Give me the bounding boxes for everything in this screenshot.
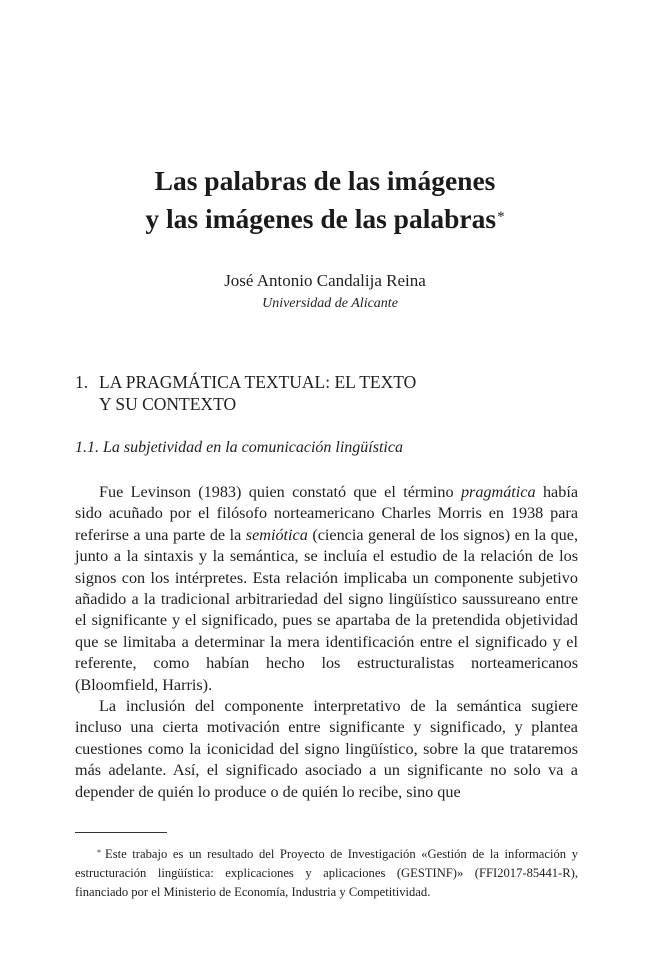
- title-line-1: Las palabras de las imágenes: [154, 165, 496, 196]
- footnote-separator: [75, 832, 167, 833]
- footnote-marker: *: [97, 848, 101, 857]
- paragraph-1-part-a: Fue Levinson (1983) quien constató que el término: [99, 483, 461, 501]
- author-affiliation: Universidad de Alicante: [262, 296, 398, 311]
- paragraph-1: [75, 482, 578, 696]
- section-heading: [75, 371, 575, 415]
- title-line-2-text: y las imágenes de las palabras: [145, 203, 497, 234]
- footnote-text: Este trabajo es un resultado del Proyecto de Investigación «Gestión de la información y estructuración lingüística: explicaciones y aplicaciones (GESTINF)» (FFI2017-85441-R), financiado por el Ministerio de Economía, Industria y Competitividad.: [75, 847, 578, 899]
- chapter-title: [0, 162, 650, 238]
- title-footnote-marker[interactable]: *: [497, 209, 505, 225]
- title-line-2: [0, 200, 650, 238]
- body-text: [75, 482, 578, 803]
- term-semiotica: semiótica: [245, 525, 308, 544]
- section-title-line-1: LA PRAGMÁTICA TEXTUAL: EL TEXTO: [99, 372, 417, 392]
- footnote-paragraph: [75, 845, 578, 902]
- author-name: José Antonio Candalija Reina: [224, 271, 426, 290]
- section-title-line-2: Y SU CONTEXTO: [99, 394, 237, 414]
- paragraph-1-part-c: (ciencia general de los signos) en la que, junto a la sintaxis y la semántica, se incluía el estudio de la relación de los signos con los intérpretes. Esta relación implicaba un componente subjetivo añadido a la tradicional arbitrariedad del signo lingüístico saussureano entre el significante y el significado, pues se apartaba de la pretendida objetividad que se limitaba a determinar la mera identificación entre el significado y el referente, como habían hecho los estructuralistas norteamericanos (Bloomfield, Harris).: [75, 525, 578, 694]
- footnote: [75, 845, 578, 902]
- paragraph-1-part-b: había sido acuñado por el filósofo norteamericano Charles Morris en 1938 para referirse a una parte de la: [75, 483, 578, 544]
- term-pragmatica: pragmática: [460, 483, 536, 501]
- paragraph-2: La inclusión del componente interpretativo de la semántica sugiere incluso una cierta motivación entre significante y significado, y plantea cuestiones como la iconicidad del signo lingüístico, sobre la que trataremos más adelante. Así, el significado asociado a un significante no solo va a depender de quién lo produce o de quién lo recibe, sino que: [75, 697, 578, 801]
- subsection-heading: 1.1. La subjetividad en la comunicación lingüística: [75, 439, 403, 456]
- section-number: 1.: [75, 372, 89, 392]
